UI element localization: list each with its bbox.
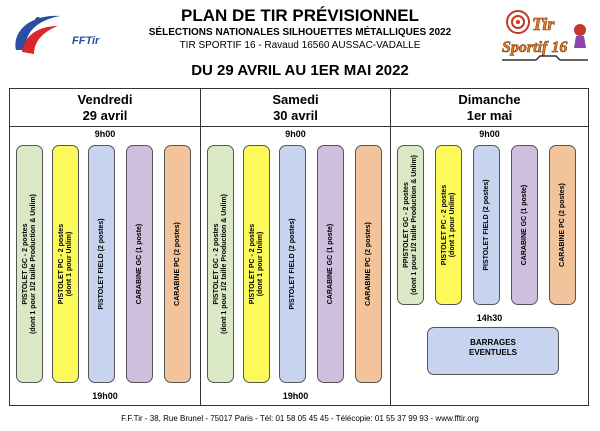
slot-label: CARABINE PC (2 postes) <box>364 222 372 306</box>
slot-label: PISTOLET PC - 2 postes <box>248 223 256 305</box>
day-date: 30 avril <box>273 108 318 123</box>
day-header <box>10 89 200 127</box>
mid-time: 14h30 <box>476 313 503 323</box>
footer-contact: F.F.Tir - 38, Rue Brunel - 75017 Paris - Tél: 01 58 05 45 45 - Télécopie: 01 55 37 99 93 - www.fftir.org <box>121 414 479 423</box>
slot-label: PISTOLET GC - 2 postes <box>21 223 29 305</box>
slot-note: (dont 1 pour 1/2 taille Production & Unlim) <box>220 193 228 335</box>
fftir-logo <box>8 10 118 62</box>
tir-sportif-16-logo <box>496 8 594 68</box>
end-time: 19h00 <box>282 391 309 401</box>
day-header <box>391 89 588 127</box>
barrage-note: EVENTUELS <box>468 348 517 357</box>
page-title: PLAN DE TIR PRÉVISIONNEL <box>180 6 420 25</box>
page-subtitle: SÉLECTIONS NATIONALES SILHOUETTES MÉTALLIQUES 2022 <box>148 27 452 38</box>
venue-line: TIR SPORTIF 16 - Ravaud 16560 AUSSAC-VADALLE <box>179 40 421 51</box>
slot-label: PISTOLET FIELD (2 postes) <box>288 218 296 310</box>
slot-note: (dont 1 pour 1/2 taille Production & Unlim) <box>410 154 418 296</box>
day-name: Dimanche <box>458 92 521 107</box>
slot-pistolet-pc <box>243 145 270 383</box>
slot-label: CARABINE GC (1 poste) <box>520 184 528 266</box>
day-name: Samedi <box>272 92 319 107</box>
slot-pistolet-pc <box>435 145 462 305</box>
slot-pistolet-field <box>279 145 306 383</box>
slot-note: (dont 1 pour Unlim) <box>256 231 264 297</box>
slot-note: (dont 1 pour 1/2 taille Production & Unlim) <box>29 193 37 335</box>
day-column-samedi <box>200 89 390 405</box>
day-column-vendredi <box>10 89 200 405</box>
barrage-label: BARRAGES <box>470 338 516 347</box>
slot-pistolet-gc <box>397 145 424 305</box>
slot-pistolet-pc <box>52 145 79 383</box>
day-date: 1er mai <box>466 108 513 123</box>
slot-label: PISTOLET PC - 2 postes <box>57 223 65 305</box>
slot-pistolet-gc <box>207 145 234 383</box>
svg-text:FFTir: FFTir <box>72 35 100 47</box>
svg-text:Sportif 16: Sportif 16 <box>502 39 568 56</box>
slot-label: PISTOLET PC - 2 postes <box>440 184 448 266</box>
slot-pistolet-gc <box>16 145 43 383</box>
slot-note: (dont 1 pour Unlim) <box>448 192 456 258</box>
slot-carabine-pc <box>164 145 191 383</box>
slot-carabine-gc <box>511 145 538 305</box>
slot-label: PPISTOLET GC - 2 postes <box>402 182 410 268</box>
slot-carabine-pc <box>355 145 382 383</box>
slot-carabine-pc <box>549 145 576 305</box>
slot-barrages <box>427 327 559 375</box>
slot-label: CARABINE GC (1 poste) <box>326 223 334 305</box>
start-time: 9h00 <box>285 129 306 139</box>
svg-text:Tir: Tir <box>532 14 555 34</box>
day-name: Vendredi <box>77 92 133 107</box>
start-time: 9h00 <box>479 129 500 139</box>
day-column-dimanche <box>390 89 588 405</box>
slot-carabine-gc <box>126 145 153 383</box>
slot-label: CARABINE GC (1 poste) <box>135 223 143 305</box>
date-range: DU 29 AVRIL AU 1ER MAI 2022 <box>191 62 409 79</box>
slot-carabine-gc <box>317 145 344 383</box>
day-date: 29 avril <box>82 108 128 123</box>
schedule-table <box>9 88 589 406</box>
end-time: 19h00 <box>92 391 118 401</box>
slot-label: PISTOLET FIELD (2 postes) <box>97 218 105 310</box>
slot-pistolet-field <box>473 145 500 305</box>
start-time: 9h00 <box>94 129 116 139</box>
slot-pistolet-field <box>88 145 115 383</box>
slot-label: PISTOLET FIELD (2 postes) <box>482 179 490 271</box>
slot-label: CARABINE PC (2 postes) <box>173 222 181 306</box>
slot-note: (dont 1 pour Unlim) <box>65 231 73 297</box>
slot-label: PISTOLET GC - 2 postes <box>212 223 220 305</box>
slot-label: CARABINE PC (2 postes) <box>558 183 566 267</box>
day-header <box>201 89 390 127</box>
